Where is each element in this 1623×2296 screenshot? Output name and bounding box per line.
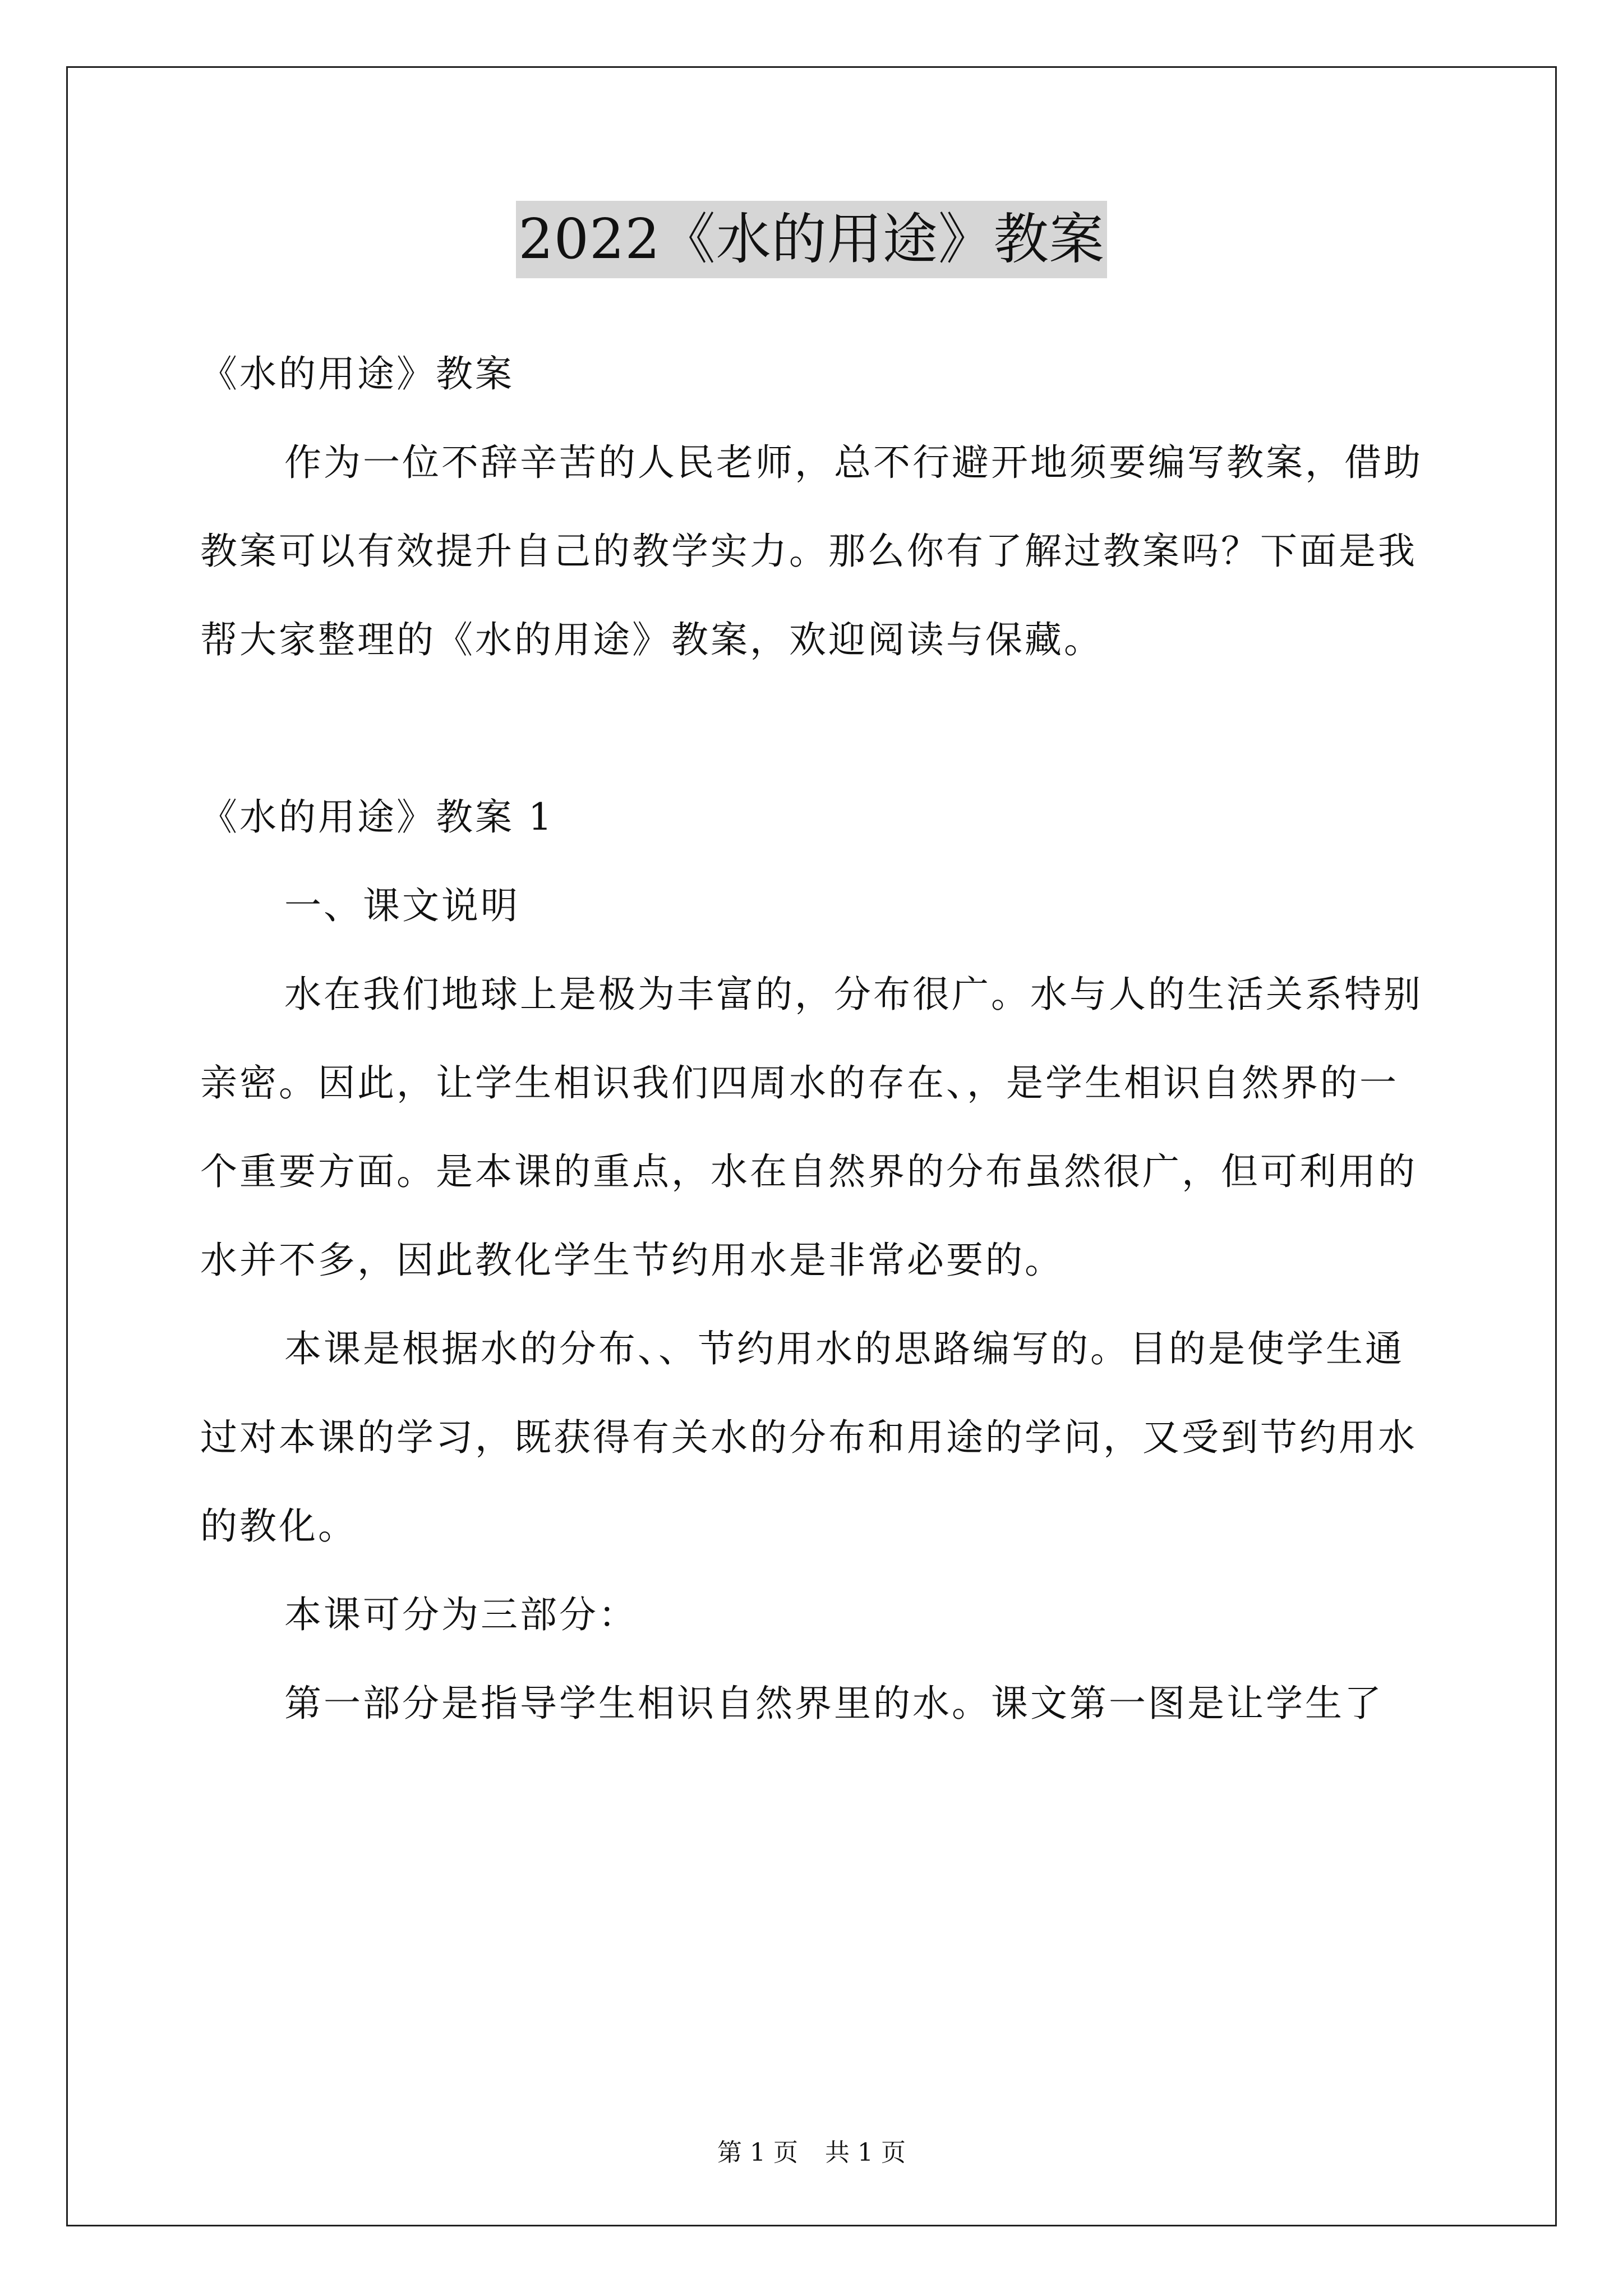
document-body (200, 330, 1434, 1748)
document-title: 2022《水的用途》教案 (516, 201, 1106, 278)
paragraph-gap (200, 684, 1434, 773)
page-total: 共 1 页 (825, 2138, 906, 2167)
title-container (0, 201, 1623, 278)
page-number: 第 1 页 (717, 2138, 798, 2167)
body-paragraph: 本课是根据水的分布、、节约用水的思路编写的。目的是使学生通过对本课的学习，既获得有关水的分布和用途的学问，又受到节约用水的教化。 (200, 1327, 1417, 1548)
body-paragraph: 水在我们地球上是极为丰富的，分布很广。水与人的生活关系特别亲密。因此，让学生相识我们四周水的存在、，是学生相识自然界的一个重要方面。是本课的重点，水在自然界的分布虽然很广，但可利用的水并不多，因此教化学生节约用水是非常必要的。 (200, 973, 1423, 1282)
heading-main: 《水的用途》教案 (200, 352, 514, 395)
body-paragraph: 本课可分为三部分： (284, 1593, 638, 1636)
body-paragraph: 第一部分是指导学生相识自然界里的水。课文第一图是让学生了 (284, 1682, 1384, 1725)
intro-paragraph: 作为一位不辞辛苦的人民老师，总不行避开地须要编写教案，借助教案可以有效提升自己的教学实力。那么你有了解过教案吗？下面是我帮大家整理的《水的用途》教案，欢迎阅读与保藏。 (200, 441, 1423, 661)
page-footer (0, 2136, 1623, 2170)
section-heading-1: 《水的用途》教案 1 (200, 795, 554, 839)
subheading-text-explanation: 一、课文说明 (284, 884, 520, 927)
